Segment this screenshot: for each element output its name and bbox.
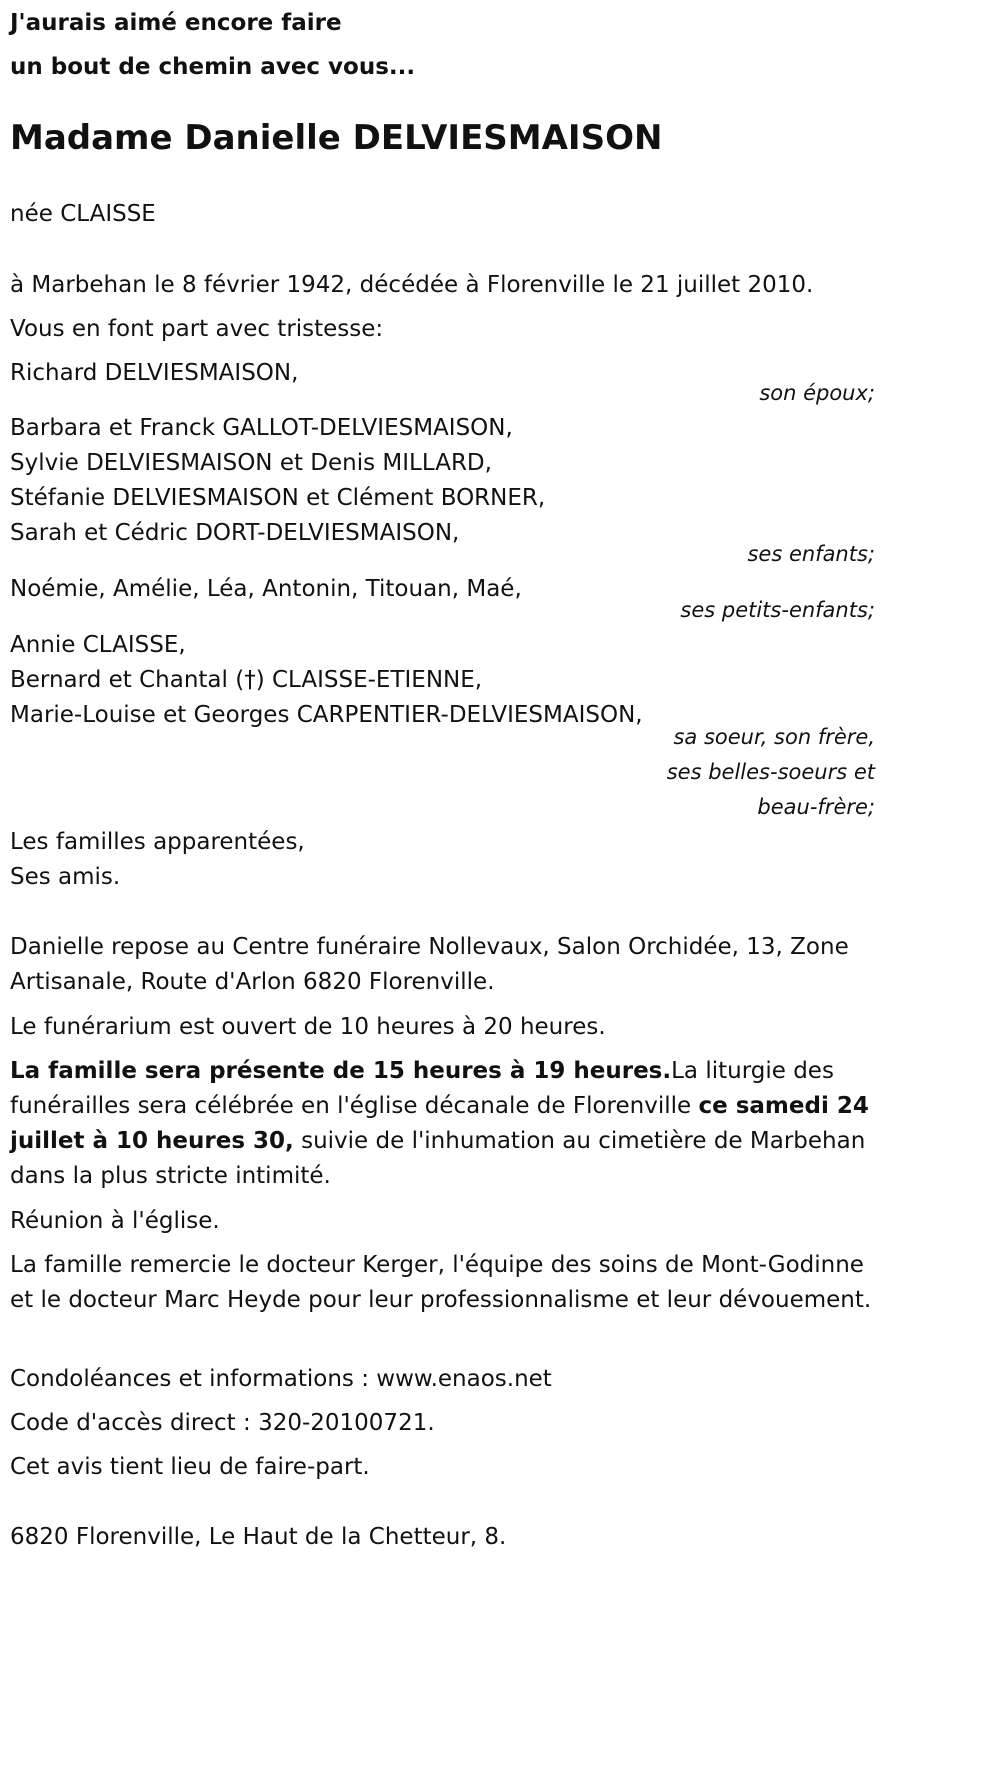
funerarium-hours: Le funérarium est ouvert de 10 heures à 20 heures. [10, 1014, 606, 1040]
family-address: 6820 Florenville, Le Haut de la Chetteur, 8. [10, 1524, 507, 1550]
grandchildren: Noémie, Amélie, Léa, Antonin, Titouan, Maé, [10, 576, 522, 602]
notice-statement: Cet avis tient lieu de faire-part. [10, 1454, 370, 1480]
liturgy-text-1: La liturgie des funérailles sera célébrée en l'église décanale de Florenville [10, 1058, 834, 1119]
friends: Ses amis. [10, 864, 121, 890]
grandchildren-role: ses petits-enfants; [680, 598, 875, 622]
child-4: Sarah et Cédric DORT-DELVIESMAISON, [10, 520, 460, 546]
access-code: Code d'accès direct : 320-20100721. [10, 1410, 435, 1436]
sibling-2: Bernard et Chantal (†) CLAISSE-ETIENNE, [10, 667, 483, 693]
other-family: Les familles apparentées, [10, 829, 305, 855]
maiden-name: née CLAISSE [10, 201, 156, 227]
repose-paragraph: Danielle repose au Centre funéraire Nollevaux, Salon Orchidée, 13, Zone Artisanale, Route d'Arlon 6820 Florenville. [10, 934, 849, 995]
child-2: Sylvie DELVIESMAISON et Denis MILLARD, [10, 450, 492, 476]
spouse-name: Richard DELVIESMAISON, [10, 360, 299, 386]
birth-death-line: à Marbehan le 8 février 1942, décédée à Florenville le 21 juillet 2010. [10, 272, 814, 298]
child-1: Barbara et Franck GALLOT-DELVIESMAISON, [10, 415, 513, 441]
thanks-paragraph: La famille remercie le docteur Kerger, l'équipe des soins de Mont-Godinne et le docteur Marc Heyde pour leur professionnalisme et leur dévouement. [10, 1252, 872, 1313]
family-presence: La famille sera présente de 15 heures à 19 heures. [10, 1058, 672, 1084]
sibling-3: Marie-Louise et Georges CARPENTIER-DELVIESMAISON, [10, 702, 643, 728]
funeral-paragraph [10, 1054, 875, 1194]
deceased-name: Madame Danielle DELVIESMAISON [10, 118, 663, 158]
siblings-role-3: beau-frère; [757, 795, 875, 819]
child-3: Stéfanie DELVIESMAISON et Clément BORNER, [10, 485, 546, 511]
spouse-role: son époux; [759, 381, 875, 405]
children-role: ses enfants; [747, 542, 875, 566]
sibling-1: Annie CLAISSE, [10, 632, 186, 658]
siblings-role-2: ses belles-soeurs et [666, 760, 875, 784]
epigraph-line-1: J'aurais aimé encore faire [10, 10, 342, 36]
reunion: Réunion à l'église. [10, 1208, 220, 1234]
epigraph-line-2: un bout de chemin avec vous... [10, 54, 416, 80]
liturgy-text-2: suivie de l'inhumation au cimetière de Marbehan dans la plus stricte intimité. [10, 1128, 866, 1189]
siblings-role-1: sa soeur, son frère, [673, 725, 875, 749]
funeral-date: ce samedi 24 juillet à 10 heures 30, [10, 1093, 869, 1154]
condolences-line: Condoléances et informations : www.enaos.net [10, 1366, 552, 1392]
announcement: Vous en font part avec tristesse: [10, 316, 384, 342]
